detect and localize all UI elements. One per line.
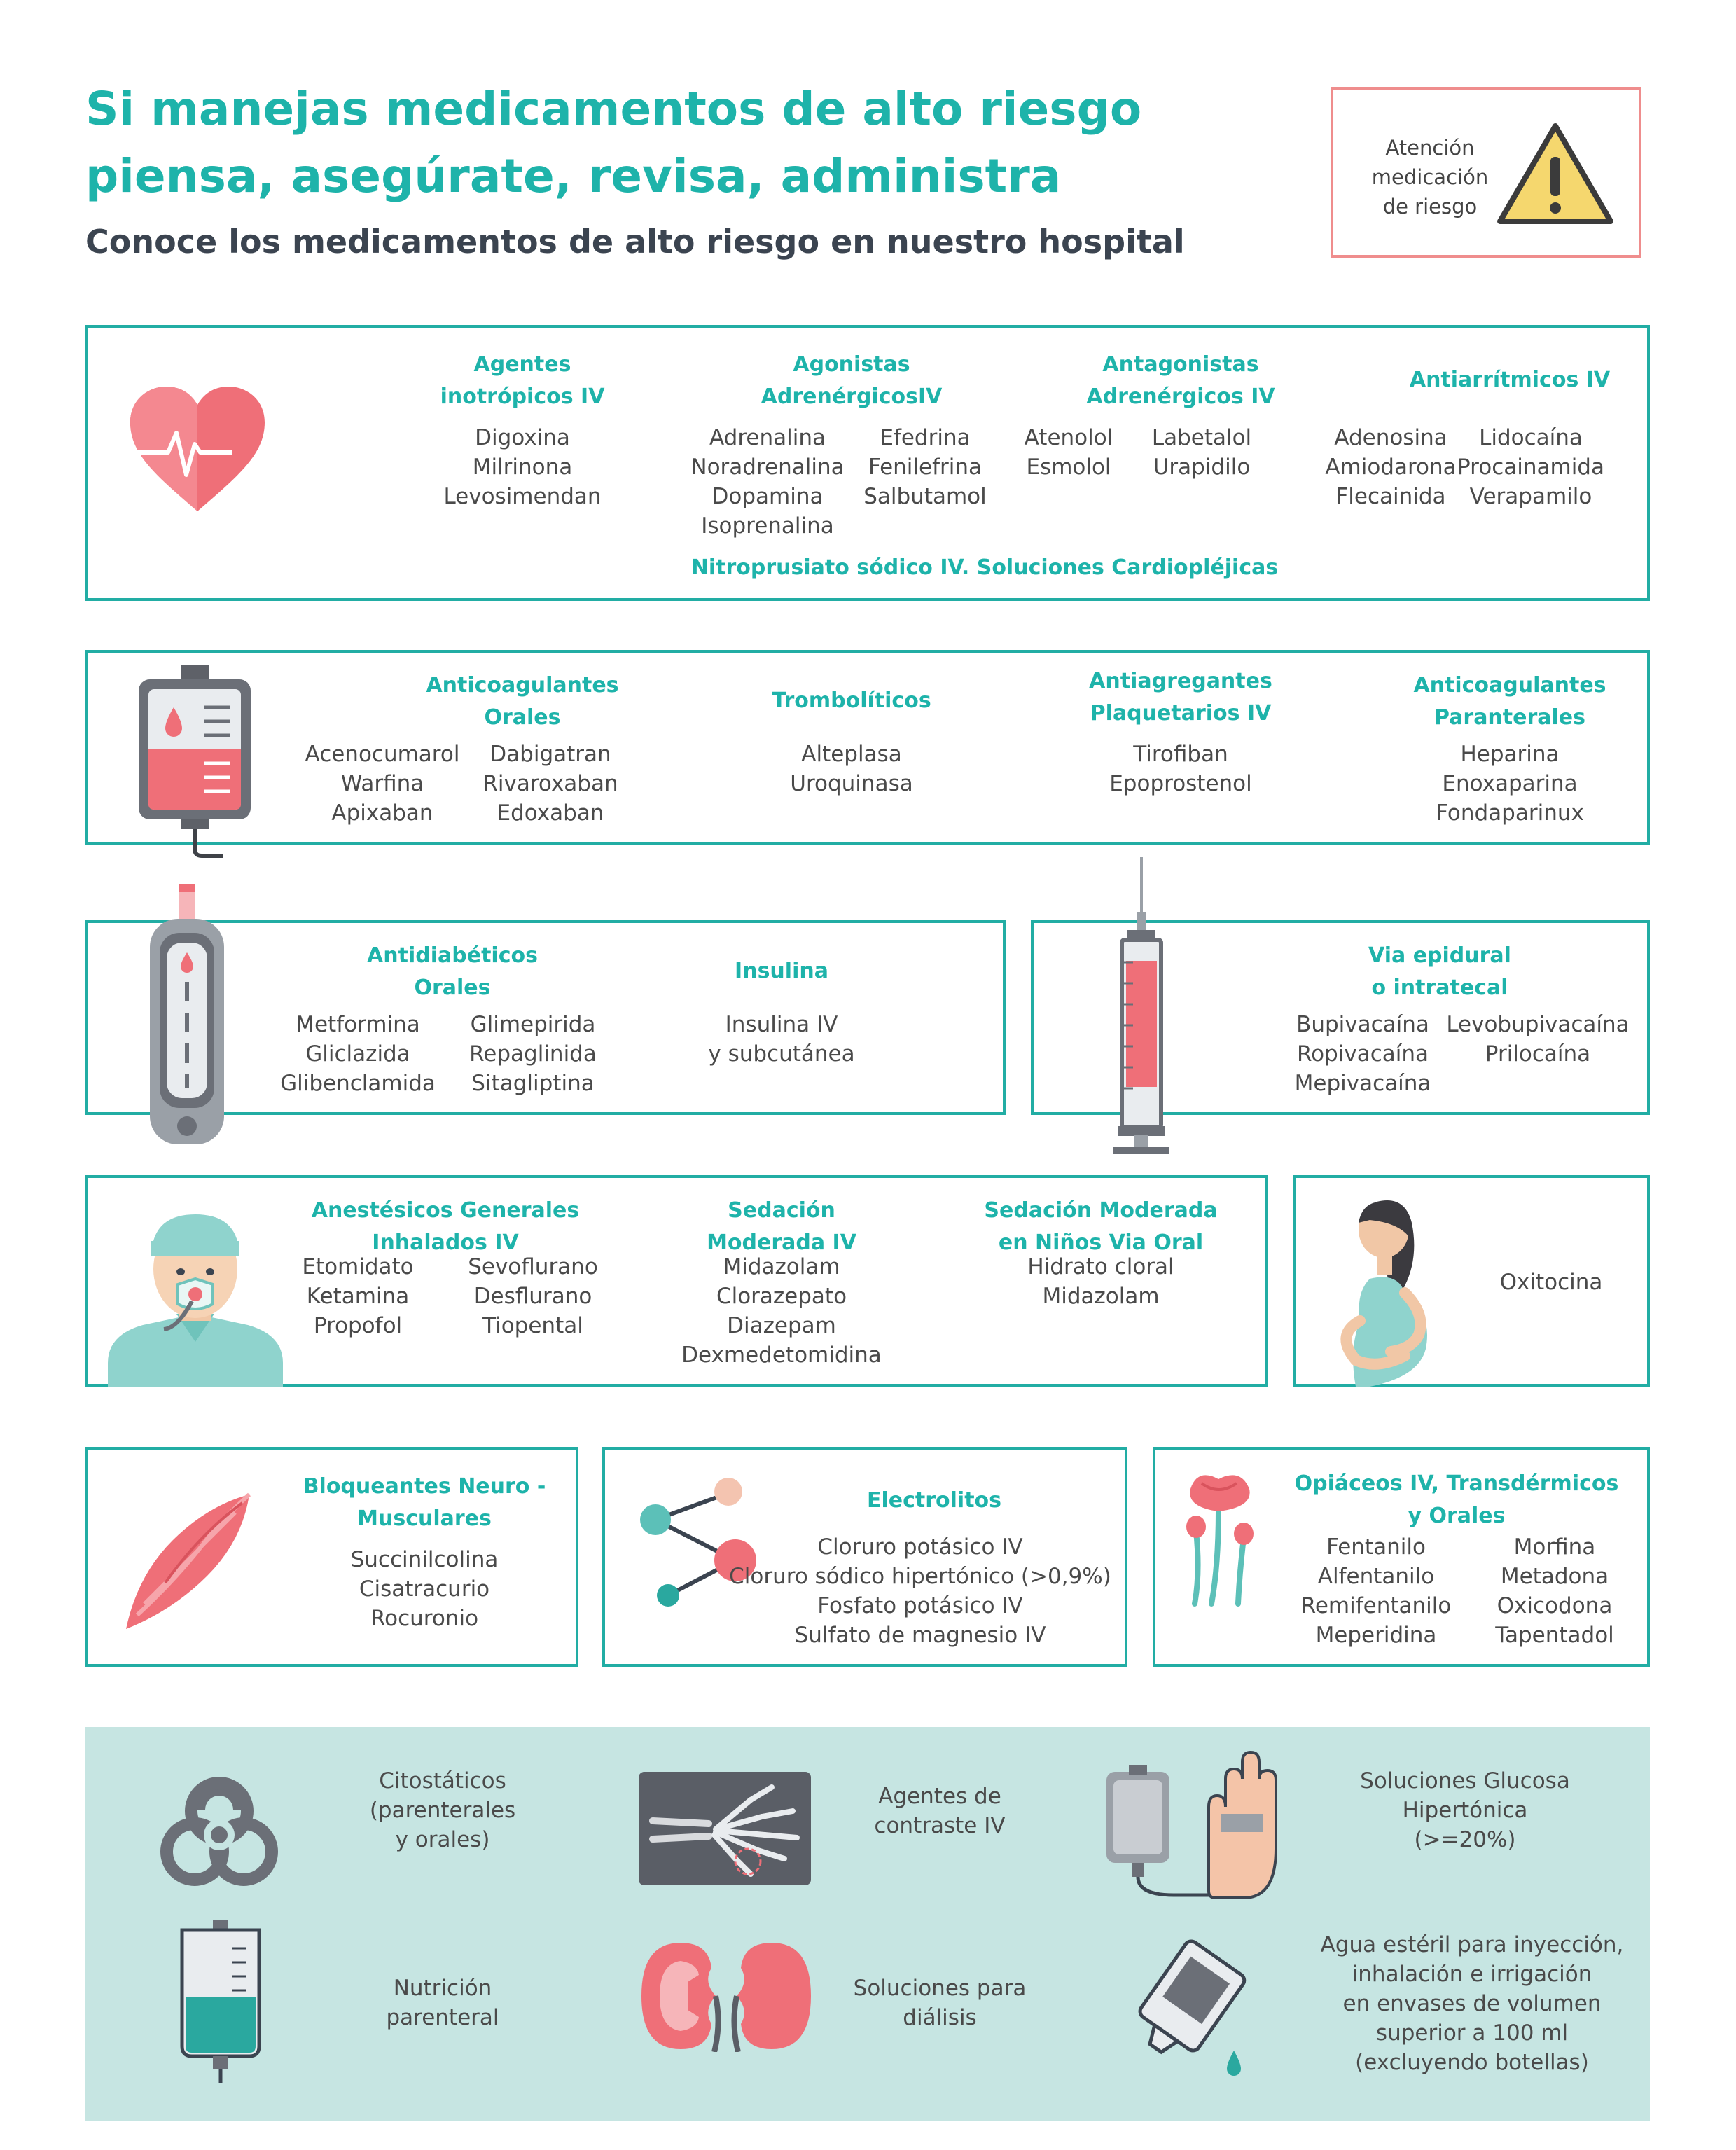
drug-name: Oxitocina	[1499, 1270, 1603, 1295]
drug-list: Heparina Enoxaparina Fondaparinux	[1436, 742, 1584, 826]
drug-list: Dabigatran Rivaroxaban Edoxaban	[482, 742, 618, 826]
drug-list: Adenosina Amiodarona Flecainida	[1325, 425, 1457, 509]
risk-alert-box	[1331, 87, 1641, 258]
page-subtitle: Conoce los medicamentos de alto riesgo en nuestro hospital	[85, 223, 1185, 261]
glucose-meter-icon	[148, 884, 225, 1146]
group-title: Agonistas AdrenérgicosIV	[761, 352, 943, 409]
drug-list: Hidrato cloral Midazolam	[1027, 1254, 1174, 1309]
drug-list: Labetalol Urapidilo	[1151, 425, 1252, 480]
group-title: Via epidural o intratecal	[1368, 943, 1511, 1000]
drug-list: Midazolam Clorazepato Diazepam Dexmedetomidina	[681, 1254, 882, 1368]
pregnant-woman-icon	[1328, 1195, 1447, 1387]
drug-list: Cloruro potásico IV Cloruro sódico hipertónico (>0,9%) Fosfato potásico IV Sulfato de magnesio IV	[729, 1534, 1111, 1648]
drug-list: Levobupivacaína Prilocaína	[1446, 1012, 1630, 1067]
category-label: Soluciones para diálisis	[853, 1976, 1027, 2030]
electrolytes-card	[602, 1447, 1127, 1667]
title-line-2: piensa, asegúrate, revisa, administra	[85, 149, 1062, 203]
drug-list: Succinilcolina Cisatracurio Rocuronio	[350, 1547, 499, 1631]
anesthesiologist-mask-icon	[108, 1209, 283, 1387]
group-title: Opiáceos IV, Transdérmicos y Orales	[1294, 1471, 1619, 1528]
group-title: Trombolíticos	[772, 688, 931, 713]
group-title: Antiagregantes Plaquetarios IV	[1089, 669, 1272, 726]
group-title: Antiarrítmicos IV	[1409, 368, 1611, 392]
alert-text: Atención medicación de riesgo	[1371, 136, 1489, 219]
drug-list: Lidocaína Procainamida Verapamilo	[1457, 425, 1604, 509]
group-title: Antagonistas Adrenérgicos IV	[1086, 352, 1275, 409]
drug-list: Etomidato Ketamina Propofol	[302, 1254, 414, 1338]
other-high-risk-section	[85, 1727, 1650, 2121]
anesthesia-card	[85, 1175, 1268, 1387]
group-title: Agentes inotrópicos IV	[440, 352, 605, 409]
drug-list: Insulina IV y subcutánea	[708, 1012, 855, 1067]
page-title	[85, 76, 1276, 210]
cardiac-drugs-card	[85, 325, 1650, 601]
drug-list: Acenocumarol Warfina Apixaban	[305, 742, 460, 826]
group-title: Bloqueantes Neuro - Musculares	[303, 1474, 546, 1531]
group-title: Sedación Moderada en Niños Via Oral	[984, 1198, 1218, 1255]
syringe-icon	[1113, 857, 1169, 1156]
category-label: Soluciones Glucosa Hipertónica (>=20%)	[1360, 1768, 1570, 1852]
oxytocin-card	[1293, 1175, 1650, 1387]
drug-list: Metformina Gliclazida Glibenclamida	[280, 1012, 436, 1096]
drug-list: Bupivacaína Ropivacaína Mepivacaína	[1294, 1012, 1431, 1096]
poppy-flower-icon	[1176, 1468, 1261, 1608]
group-title: Electrolitos	[866, 1488, 1002, 1513]
drug-list: Fentanilo Alfentanilo Remifentanilo Meperidina	[1300, 1534, 1452, 1648]
group-title: Sedación Moderada IV	[707, 1198, 856, 1255]
group-title: Insulina	[735, 959, 828, 983]
muscle-icon	[123, 1492, 256, 1632]
nutrition-bag-icon	[176, 1920, 265, 2083]
kidneys-icon	[639, 1940, 814, 2052]
category-label: Nutrición parenteral	[386, 1976, 499, 2030]
group-title: Anticoagulantes Paranterales	[1413, 673, 1606, 730]
group-title: Antidiabéticos Orales	[367, 943, 538, 1000]
drug-list: Sevoflurano Desflurano Tiopental	[468, 1254, 598, 1338]
drug-list: Morfina Metadona Oxicodona Tapentadol	[1495, 1534, 1614, 1648]
iv-bag-hand-icon	[1104, 1751, 1279, 1902]
drug-list: Digoxina Milrinona Levosimendan	[443, 425, 602, 509]
coagulation-card	[85, 650, 1650, 845]
xray-hand-icon	[639, 1772, 811, 1885]
biohazard-icon	[153, 1768, 286, 1894]
drug-list: Efedrina Fenilefrina Salbutamol	[863, 425, 987, 509]
category-label: Citostáticos (parenterales y orales)	[369, 1768, 516, 1852]
group-title: Anestésicos Generales Inhalados IV	[311, 1198, 580, 1255]
drug-list: Adrenalina Noradrenalina Dopamina Isoprenalina	[690, 425, 845, 539]
drug-list: Atenolol Esmolol	[1024, 425, 1113, 480]
category-label: Agentes de contraste IV	[874, 1784, 1006, 1838]
category-label: Agua estéril para inyección, inhalación e irrigación en envases de volumen superior a 100 ml (excluyendo botellas)	[1320, 1932, 1624, 2075]
drug-list: Glimepirida Repaglinida Sitagliptina	[469, 1012, 597, 1096]
drug-list: Tirofiban Epoprostenol	[1109, 742, 1252, 796]
blood-bag-icon	[132, 665, 258, 861]
sterile-water-bottle-icon	[1122, 1939, 1262, 2079]
cardiac-footer: Nitroprusiato sódico IV. Soluciones Cardiopléjicas	[690, 555, 1279, 580]
heart-ecg-icon	[127, 384, 268, 517]
group-title: Anticoagulantes Orales	[426, 673, 619, 730]
title-line-1: Si manejas medicamentos de alto riesgo	[85, 82, 1142, 136]
warning-triangle-icon	[1496, 120, 1615, 227]
neuromuscular-card	[85, 1447, 578, 1667]
drug-list: Alteplasa Uroquinasa	[790, 742, 913, 796]
opioids-card	[1153, 1447, 1650, 1667]
